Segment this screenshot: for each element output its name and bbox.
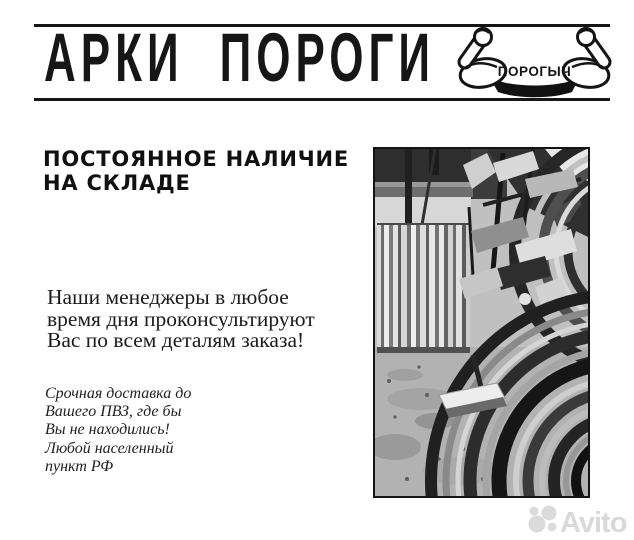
logo-label: ПОРОГЫЧ <box>497 64 572 79</box>
managers-text <box>47 287 315 352</box>
brand-word-porogi: ПОРОГИ <box>219 20 436 97</box>
brand-title <box>44 20 436 97</box>
delivery-note-line-2: Вашего ПВЗ, где бы <box>45 403 182 421</box>
headline-line-1: ПОСТОЯННОЕ НАЛИЧИЕ <box>43 147 349 171</box>
porogych-logo <box>452 26 617 102</box>
flexed-arm-left-icon <box>458 29 508 91</box>
warehouse-photo <box>373 147 590 498</box>
managers-text-line-3: Вас по всем деталям заказа! <box>47 328 305 353</box>
brand-word-arki: АРКИ <box>44 20 184 97</box>
logo-banner <box>490 78 579 97</box>
avito-wordmark: Avito <box>560 507 627 539</box>
avito-watermark <box>508 501 634 540</box>
delivery-note-line-3: Вы не находились! <box>45 421 170 439</box>
delivery-note-line-4: Любой населенный <box>45 439 174 457</box>
stock-headline <box>43 148 349 195</box>
delivery-note-line-1: Срочная доставка до <box>45 385 192 402</box>
corrugated-sheets <box>377 223 470 353</box>
avito-logo-icon <box>529 506 557 533</box>
managers-text-line-2: время дня проконсультируют <box>47 306 315 331</box>
delivery-note-line-5: пункт РФ <box>45 457 114 475</box>
headline-line-2: НА СКЛАДЕ <box>43 170 191 195</box>
delivery-note <box>45 385 191 476</box>
managers-text-line-1: Наши менеджеры в любое <box>47 285 289 309</box>
flexed-arm-right-icon <box>561 29 611 91</box>
